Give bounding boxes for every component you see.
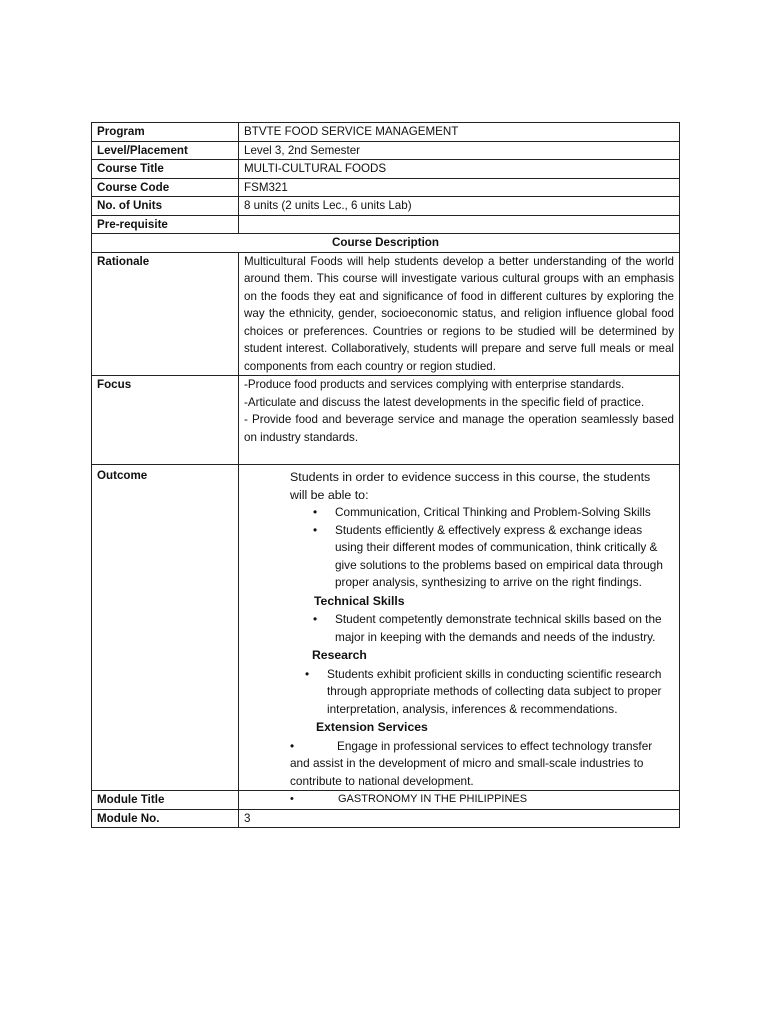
course-code-row [92, 178, 680, 197]
course-description-header: Course Description [92, 234, 680, 253]
focus-row [92, 376, 680, 465]
rationale-row [92, 252, 680, 376]
focus-content [239, 376, 680, 465]
bullet-icon: • [290, 793, 294, 805]
course-title-row [92, 160, 680, 179]
outcome-intro: Students in order to evidence success in this course, the students will be able to: [290, 470, 651, 502]
module-title-value: GASTRONOMY IN THE PHILIPPINES [338, 793, 528, 805]
outcome-label: Outcome [92, 465, 239, 791]
rationale-label: Rationale [92, 252, 239, 376]
units-row [92, 197, 680, 216]
technical-skills-heading: Technical Skills [314, 593, 405, 608]
course-description-row [92, 234, 680, 253]
units-value: 8 units (2 units Lec., 6 units Lab) [239, 197, 680, 216]
module-title-value-wrap [244, 791, 674, 809]
prerequisite-row [92, 215, 680, 234]
module-no-label: Module No. [92, 809, 239, 828]
course-title-label: Course Title [92, 160, 239, 179]
extension-item [290, 738, 670, 791]
list-item: • Students exhibit proficient skills in conducting scientific research through appropriate methods of collecting data subject to proper interpretation, analysis, inferences & recommendations. [327, 666, 670, 719]
prerequisite-value [239, 215, 680, 234]
outcome-content [239, 465, 680, 791]
list-item: • Student competently demonstrate technical skills based on the major in keeping with the demands and needs of the industry. [335, 611, 670, 646]
rationale-text: Multicultural Foods will help students develop a better understanding of the world around them. This course will investigate various cultural groups with an emphasis on the foods they eat and significance of food in different cultures by exploring the way the ethnicity, gender, socioeconomic status, and religion influence global food choices or preferences. Countries or regions to be studied will be determined by student interest. Collaboratively, students will prepare and serve full meals or meal components from each country or region studied. [239, 252, 680, 376]
program-label: Program [92, 123, 239, 142]
course-code-value: FSM321 [239, 178, 680, 197]
focus-item: -Articulate and discuss the latest developments in the specific field of practice. [244, 395, 645, 409]
extension-services-heading: Extension Services [316, 720, 428, 734]
course-title-value: MULTI-CULTURAL FOODS [239, 160, 680, 179]
level-row [92, 141, 680, 160]
module-title-row [92, 791, 680, 810]
module-title-label: Module Title [92, 791, 239, 810]
prerequisite-label: Pre-requisite [92, 215, 239, 234]
research-heading: Research [312, 648, 367, 662]
level-label: Level/Placement [92, 141, 239, 160]
bullet-icon: • [290, 738, 295, 753]
course-code-label: Course Code [92, 178, 239, 197]
list-item: • Students efficiently & effectively express & exchange ideas using their different modes of communication, think critically & give solutions to the problems based on empirical data through proper analysis, synthesizing to arrive on the right findings. [335, 522, 670, 592]
research-list [290, 666, 670, 719]
program-row [92, 123, 680, 142]
outcome-row [92, 465, 680, 791]
communication-list [290, 504, 670, 592]
list-item: • Communication, Critical Thinking and Problem-Solving Skills [335, 504, 670, 522]
focus-item: - Provide food and beverage service and manage the operation seamlessly based on industry standards. [244, 413, 674, 444]
level-value: Level 3, 2nd Semester [239, 141, 680, 160]
focus-item: -Produce food products and services complying with enterprise standards. [244, 378, 625, 391]
technical-list [290, 611, 670, 646]
syllabus-page [91, 122, 679, 828]
focus-label: Focus [92, 376, 239, 465]
program-value: BTVTE FOOD SERVICE MANAGEMENT [239, 123, 680, 142]
module-no-row [92, 809, 680, 828]
module-title-cell [239, 791, 680, 810]
outcome-body [244, 469, 674, 790]
extension-text: Engage in professional services to effect technology transfer and assist in the development of micro and small-scale industries to contribute to national development. [290, 738, 653, 788]
course-syllabus-table [91, 122, 680, 828]
units-label: No. of Units [92, 197, 239, 216]
module-no-value: 3 [239, 809, 680, 828]
